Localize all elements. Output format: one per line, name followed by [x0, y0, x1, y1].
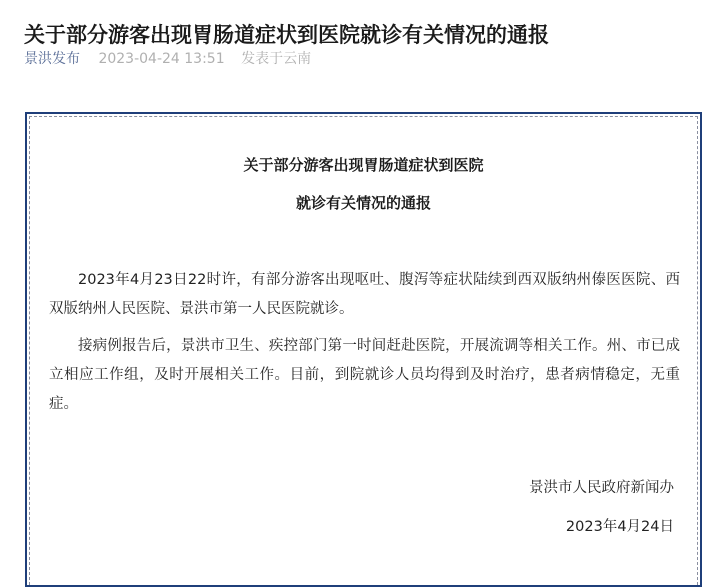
- publish-location: 发表于云南: [241, 51, 312, 67]
- account-name-link[interactable]: 景洪发布: [24, 51, 80, 67]
- signature-organization: 景洪市人民政府新闻办: [529, 480, 674, 496]
- signature-date: 2023年4月24日: [565, 519, 674, 535]
- notice-heading-line2: 就诊有关情况的通报: [295, 194, 431, 212]
- publish-datetime: 2023-04-24 13:51: [98, 51, 225, 67]
- notice-image: [25, 112, 702, 587]
- notice-paragraph: 接病例报告后，景洪市卫生、疾控部门第一时间赶赴医院，开展流调等相关工作。州、市已成立相应工作组，及时开展相关工作。目前，到院就诊人员均得到及时治疗，患者病情稳定，无重症。: [49, 338, 680, 412]
- article-meta: [24, 48, 311, 70]
- article-title: 关于部分游客出现胃肠道症状到医院就诊有关情况的通报: [24, 23, 549, 48]
- notice-body: [49, 266, 680, 427]
- notice-heading-line1: 关于部分游客出现胃肠道症状到医院: [243, 156, 484, 174]
- notice-paragraph: 2023年4月23日22时许，有部分游客出现呕吐、腹泻等症状陆续到西双版纳州傣医医院、西双版纳州人民医院、景洪市第一人民医院就诊。: [49, 272, 680, 317]
